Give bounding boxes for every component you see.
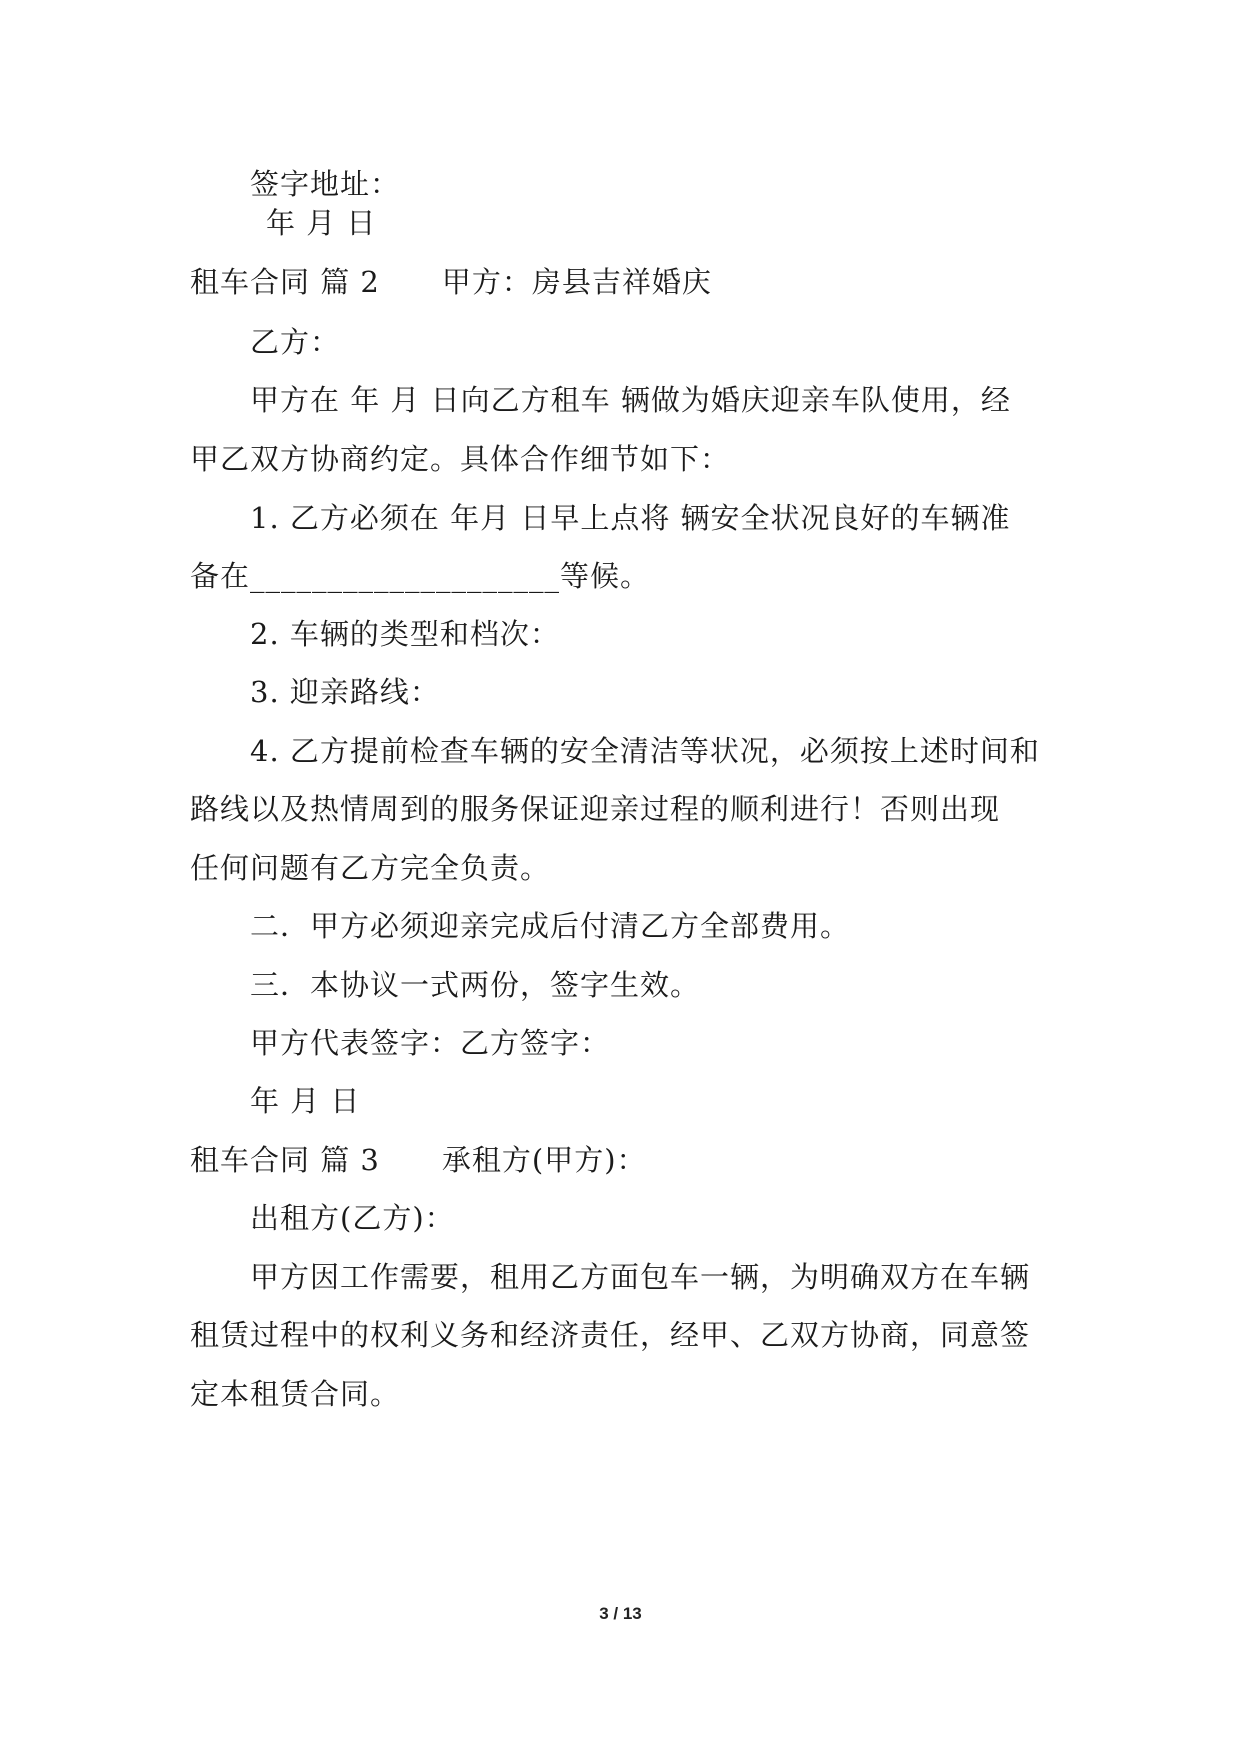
clause-4-line: 路线以及热情周到的服务保证迎亲过程的顺利进行！否则出现 [190, 792, 1001, 826]
party-a-line: 甲方：房县吉祥婚庆 [441, 265, 712, 299]
clause-1-line: 1. 乙方必须在 年月 日早上点将 辆安全状况良好的车辆准 [250, 501, 1011, 535]
section-heading-2 [190, 262, 712, 302]
paragraph-line: 甲方在 年 月 日向乙方租车 辆做为婚庆迎亲车队使用，经 [250, 383, 1011, 417]
paragraph-line: 租赁过程中的权利义务和经济责任，经甲、乙双方协商，同意签 [190, 1318, 1031, 1352]
signatures-line: 甲方代表签字：乙方签字： [250, 1026, 611, 1060]
sign-address-line: 签字地址： [250, 167, 401, 201]
party-b-line: 乙方： [250, 325, 341, 359]
date-line: 年 月 日 [250, 1084, 361, 1118]
article-2-line: 二．甲方必须迎亲完成后付清乙方全部费用。 [250, 909, 851, 943]
article-3-line: 三．本协议一式两份，签字生效。 [250, 968, 701, 1002]
paragraph-line: 定本租赁合同。 [190, 1377, 401, 1411]
section-title-2: 租车合同 篇 2 [190, 265, 380, 299]
page-number: 3 / 13 [599, 1604, 642, 1623]
paragraph-line: 甲乙双方协商约定。具体合作细节如下： [190, 442, 731, 476]
clause-4-line: 任何问题有乙方完全负责。 [190, 851, 551, 885]
date-line: 年 月 日 [266, 206, 377, 240]
section-title-3: 租车合同 篇 3 [190, 1143, 380, 1177]
clause-1-line: 备在____________________等候。 [190, 559, 651, 593]
clause-2-line: 2. 车辆的类型和档次： [250, 617, 560, 651]
clause-4-line: 4. 乙方提前检查车辆的安全清洁等状况，必须按上述时间和 [250, 734, 1040, 768]
lessor-line: 出租方(乙方)： [250, 1201, 455, 1235]
lessee-line: 承租方(甲方)： [441, 1143, 647, 1177]
clause-3-line: 3. 迎亲路线： [250, 675, 440, 709]
section-heading-3 [190, 1140, 647, 1180]
paragraph-line: 甲方因工作需要，租用乙方面包车一辆，为明确双方在车辆 [250, 1260, 1031, 1294]
